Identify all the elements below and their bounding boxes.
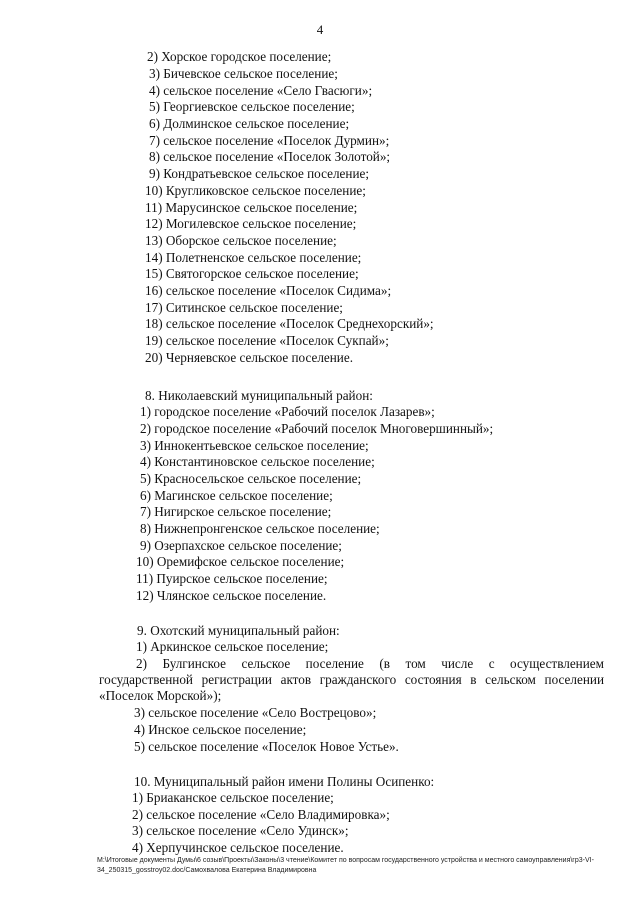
list-item: 2) Булгинское сельское поселение (в том числе с осуществлением — [136, 656, 604, 671]
list-item-continuation: государственной регистрации актов гражданского состояния в сельском поселении — [99, 672, 604, 687]
list-item: 2) городское поселение «Рабочий поселок Многовершинный»; — [140, 421, 494, 436]
file-path-footer — [97, 856, 617, 876]
list-item: 12) Члянское сельское поселение. — [136, 588, 327, 603]
list-item: 5) сельское поселение «Поселок Новое Устье». — [134, 739, 399, 754]
list-item: 7) сельское поселение «Поселок Дурмин»; — [149, 133, 390, 148]
list-item: 11) Пуирское сельское поселение; — [136, 571, 328, 586]
section-heading: 8. Николаевский муниципальный район: — [145, 388, 373, 403]
list-item: 1) Аркинское сельское поселение; — [136, 639, 329, 654]
list-item: 11) Марусинское сельское поселение; — [145, 200, 358, 215]
list-item: 4) Инское сельское поселение; — [134, 722, 307, 737]
list-item: 4) Херпучинское сельское поселение. — [132, 840, 344, 855]
footer-line: M:\Итоговые документы Думы\6 созыв\Проекты\Законы\3 чтение\Комитет по вопросам государственного устройства и местного самоуправления\гр3-VI- — [97, 857, 594, 864]
list-item: 9) Озерпахское сельское поселение; — [140, 538, 342, 553]
list-item: 1) Бриаканское сельское поселение; — [132, 790, 334, 805]
list-item: 8) сельское поселение «Поселок Золотой»; — [149, 149, 391, 164]
list-item: 7) Нигирское сельское поселение; — [140, 504, 332, 519]
list-item: 3) сельское поселение «Село Вострецово»; — [134, 705, 377, 720]
list-item: 13) Оборское сельское поселение; — [145, 233, 337, 248]
list-item: 5) Красносельское сельское поселение; — [140, 471, 362, 486]
list-item: 3) Бичевское сельское поселение; — [149, 66, 338, 81]
list-item: 5) Георгиевское сельское поселение; — [149, 99, 355, 114]
list-item: 19) сельское поселение «Поселок Сукпай»; — [145, 333, 389, 348]
list-item: 4) Константиновское сельское поселение; — [140, 454, 375, 469]
list-item: 18) сельское поселение «Поселок Среднехорский»; — [145, 316, 434, 331]
list-item: 16) сельское поселение «Поселок Сидима»; — [145, 283, 392, 298]
list-item: 3) сельское поселение «Село Удинск»; — [132, 823, 349, 838]
list-item: 10) Кругликовское сельское поселение; — [145, 183, 366, 198]
list-item: 10) Оремифское сельское поселение; — [136, 554, 345, 569]
list-item: 1) городское поселение «Рабочий поселок Лазарев»; — [140, 404, 435, 419]
list-item: 9) Кондратьевское сельское поселение; — [149, 166, 370, 181]
section-heading: 9. Охотский муниципальный район: — [137, 623, 340, 638]
list-item: 4) сельское поселение «Село Гвасюги»; — [149, 83, 373, 98]
list-item: 8) Нижнепронгенское сельское поселение; — [140, 521, 380, 536]
list-item-continuation: «Поселок Морской»); — [99, 688, 222, 703]
footer-line: 34_250315_gosstroy02.doc/Самохвалова Екатерина Владимировна — [97, 867, 317, 874]
list-item: 14) Полетненское сельское поселение; — [145, 250, 362, 265]
page-number: 4 — [316, 22, 324, 37]
list-item: 17) Ситинское сельское поселение; — [145, 300, 343, 315]
list-item: 3) Иннокентьевское сельское поселение; — [140, 438, 369, 453]
list-item: 6) Магинское сельское поселение; — [140, 488, 333, 503]
list-item: 2) Хорское городское поселение; — [147, 49, 332, 64]
list-item: 2) сельское поселение «Село Владимировка»; — [132, 807, 390, 822]
section-heading: 10. Муниципальный район имени Полины Осипенко: — [134, 774, 435, 789]
list-item: 20) Черняевское сельское поселение. — [145, 350, 354, 365]
list-item: 6) Долминское сельское поселение; — [149, 116, 350, 131]
list-item: 15) Святогорское сельское поселение; — [145, 266, 359, 281]
list-item: 12) Могилевское сельское поселение; — [145, 216, 357, 231]
